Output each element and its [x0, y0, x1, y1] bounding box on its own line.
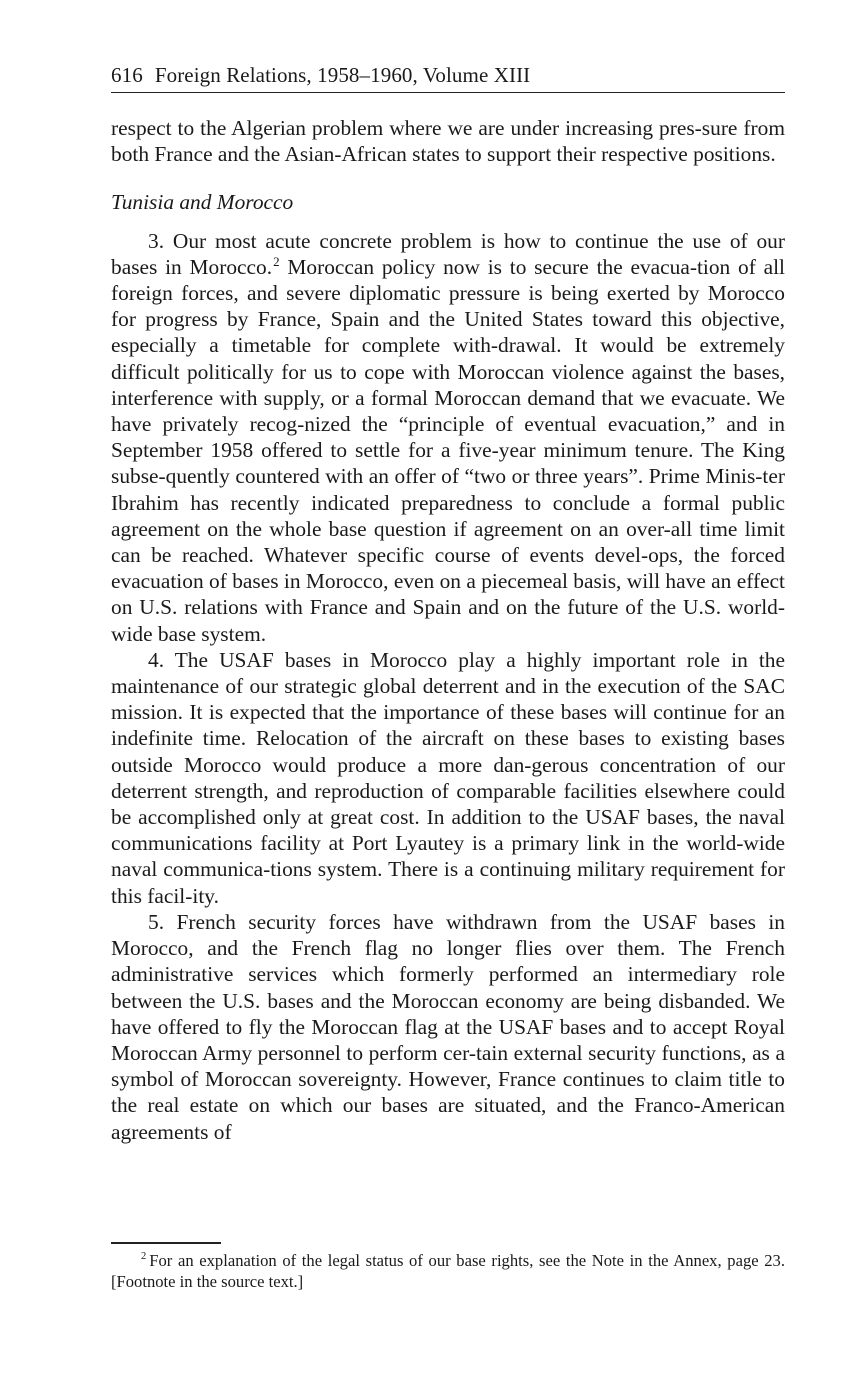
- paragraph-5: 5. French security forces have withdrawn from the USAF bases in Morocco, and the French flag no longer flies over them. The French administrative services which formerly performed an intermediary role between the U.S. bases and the Moroccan economy are being disbanded. We have offered to fly the Moroccan flag at the USAF bases and to accept Royal Moroccan Army personnel to perform cer-tain external security functions, as a symbol of Moroccan sovereignty. However, France continues to claim title to the real estate on which our bases are situated, and the Franco-American agreements of: [111, 909, 785, 1144]
- body-text: [111, 115, 785, 1145]
- paragraph-3-rest: Moroccan policy now is to secure the evacua-tion of all foreign forces, and severe diplomatic pressure is being exerted by Morocco for progress by France, Spain and the United States toward this objective, especially a timetable for complete with-drawal. It would be extremely difficult politically for us to cope with Moroccan violence against the bases, interference with supply, or a formal Moroccan demand that we evacuate. We have privately recog-nized the “principle of eventual evacuation,” and in September 1958 offered to settle for a five-year minimum tenure. The King subse-quently countered with an offer of “two or three years”. Prime Minis-ter Ibrahim has recently indicated preparedness to conclude a formal public agreement on the whole base question if agreement on an over-all time limit can be reached. Whatever specific course of events devel-ops, the forced evacuation of bases in Morocco, even on a piecemeal basis, will have an effect on U.S. relations with France and Spain and on the future of the U.S. world-wide base system.: [111, 254, 785, 646]
- section-heading: Tunisia and Morocco: [111, 190, 294, 215]
- volume-title: Foreign Relations, 1958–1960, Volume XIII: [154, 63, 531, 87]
- running-head: [111, 60, 785, 93]
- paragraph-3-start: 3. Our most acute concrete problem is how to continue the use of our bases in Morocco.: [111, 228, 785, 279]
- footnote-reference[interactable]: 2: [273, 253, 280, 269]
- paragraph-4: 4. The USAF bases in Morocco play a highly important role in the maintenance of our strategic global deterrent and in the execution of the SAC mission. It is expected that the importance of these bases will continue for an indefinite time. Relocation of the aircraft on these bases to existing bases outside Morocco would produce a more dan-gerous concentration of our deterrent strength, and reproduction of comparable facilities elsewhere could be accomplished only at great cost. In addition to the USAF bases, the naval communications facility at Port Lyautey is a primary link in the world-wide naval communica-tions system. There is a continuing military requirement for this facil-ity.: [111, 647, 785, 908]
- footnote-marker: 2: [141, 1251, 147, 1263]
- footnote-divider: [111, 1242, 221, 1244]
- footnote-text: For an explanation of the legal status of our base rights, see the Note in the Annex, page 23. [Footnote in the source text.]: [111, 1251, 785, 1291]
- paragraph-continued: respect to the Algerian problem where we are under increasing pres-sure from both France and the Asian-African states to support their respective positions.: [111, 116, 785, 167]
- paragraph-3: [111, 228, 785, 647]
- footnote: [111, 1250, 785, 1292]
- page: [111, 60, 785, 1145]
- page-number: 616: [111, 63, 143, 87]
